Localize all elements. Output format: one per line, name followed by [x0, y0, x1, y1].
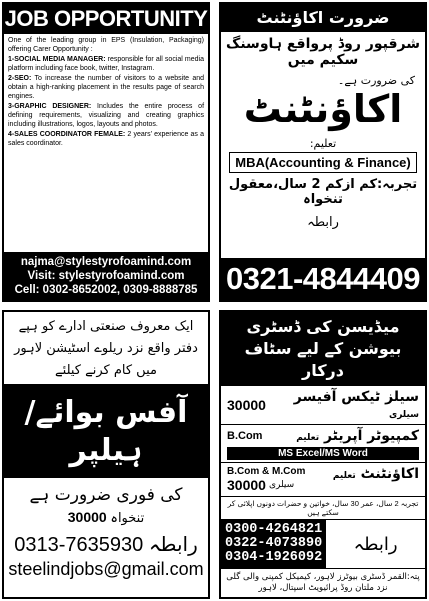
position-text: To increase the number of visitors to a website and obtain a high-ranking placement in the results page of search engines.	[8, 75, 204, 100]
position-label: 4-SALES COORDINATOR FEMALE:	[8, 131, 126, 138]
position-item	[8, 102, 204, 129]
phone-label: رابطہ	[353, 533, 398, 555]
medicine-distribution-ad	[219, 310, 427, 599]
ad-subheader: شرقپور روڈ پرواقع ہاوسنگ سکیم میں	[226, 36, 420, 68]
required-text: کی ضرورت ہے۔	[337, 74, 415, 87]
phone-number[interactable]: 0300-4264821	[225, 522, 323, 537]
position-label: 2-SEO:	[8, 75, 32, 82]
ad-intro: One of the leading group in EPS (Insulation, Packaging) offering Carer Opportunity :	[8, 37, 204, 53]
ad-header: ضرورت اکاؤنٹنٹ	[221, 4, 425, 32]
ad-title: آفس بوائے/ہیلپر	[4, 384, 208, 478]
ad-body	[4, 34, 208, 151]
job-opportunity-ad	[2, 2, 210, 302]
job-title	[296, 428, 419, 444]
website-link[interactable]: Visit: stylestyrofoamind.com	[27, 270, 185, 282]
office-boy-ad	[2, 310, 210, 599]
job-row	[221, 425, 425, 447]
cell-numbers: Cell: 0302-8652002, 0309-8888785	[14, 284, 198, 296]
position-label: 3-GRAPHIC DESIGNER:	[8, 103, 92, 110]
ad-intro: ایک معروف صنعتی ادارے کو ہپے دفتر واقع نزد ریلوے اسٹیشن لاہور میں کام کرنے کیلئے	[14, 319, 198, 378]
email-link[interactable]: steelindjobs@gmail.com	[8, 559, 204, 579]
requirements-note: تجربہ 2 سال، عمر 30 سال، خواتین و حضرات دونوں اپلائی کر سکتے ہیں	[221, 497, 425, 520]
position-text: Includes the entire process of defining requirements, visualizing and creating graphics including illustrations, logos, layouts and photos.	[8, 103, 205, 128]
job-title-text: سیلز ٹیکس آفیسر	[293, 389, 419, 405]
job-title	[266, 389, 419, 421]
education-label: تعلیم:	[309, 137, 337, 150]
email-link[interactable]: najma@stylestyrofoamind.com	[20, 256, 192, 268]
accountant-values	[227, 466, 305, 493]
phone-list	[221, 520, 326, 568]
ad-big-title: اکاؤنٹنٹ	[243, 87, 403, 131]
job-note: تعلیم	[296, 433, 320, 443]
accountant-ad	[219, 2, 427, 302]
salary-line	[227, 477, 305, 493]
phone-number[interactable]: 0304-1926092	[225, 550, 323, 565]
phone-line	[4, 528, 208, 557]
address-text: پتہ:القمر ڈسٹری بیوٹرز لاہور، کیمیکل کمپنی والی گلی نزد ملتان روڈ پرائیویٹ اسپتال، لاہور	[226, 572, 420, 593]
salary-value: 30000	[67, 509, 107, 525]
job-note: سیلری	[388, 410, 419, 420]
contact-block	[4, 252, 208, 300]
salary-label: سیلری	[268, 480, 295, 490]
position-item	[8, 130, 204, 148]
ad-title: JOB OPPORTUNITY	[4, 4, 208, 34]
job-value: 30000	[227, 397, 266, 413]
phone-label: رابطہ	[148, 532, 198, 556]
phone-block	[221, 520, 425, 569]
salary-line	[4, 507, 208, 528]
education-value: MBA(Accounting & Finance)	[229, 152, 417, 173]
ad-header: میڈیسن کی ڈسٹری بیوشن کے لیے سٹاف درکار	[221, 312, 425, 386]
job-row	[221, 386, 425, 425]
job-title-text: اکاؤنٹنٹ	[360, 466, 419, 482]
salary-label: تنخواہ	[110, 511, 145, 526]
job-note: تعلیم	[332, 471, 356, 481]
job-value: B.Com & M.Com	[227, 466, 306, 477]
job-value: B.Com	[227, 430, 263, 442]
contact-label: رابطہ	[307, 215, 339, 230]
experience-text: تجربہ:کم ازکم 2 سال،معقول تنخواہ	[228, 177, 418, 207]
position-text: responsible for all social media platform including face book, twitter, Instagram.	[8, 56, 204, 72]
phone-number[interactable]: 0322-4073890	[225, 536, 323, 551]
skills-badge: MS Excel/MS Word	[227, 447, 419, 460]
job-row	[221, 463, 425, 497]
position-item	[8, 74, 204, 101]
urgent-text: کی فوری ضرورت ہے	[29, 485, 183, 505]
phone-number[interactable]: 0321-4844409	[221, 258, 425, 300]
position-text: 2 years' experience as a sales coordinator.	[8, 131, 204, 147]
job-title	[333, 466, 419, 482]
position-label: 1-SOCIAL MEDIA MANAGER:	[8, 56, 106, 63]
phone-number[interactable]: 0313-7635930	[14, 534, 144, 556]
position-item	[8, 55, 204, 73]
salary-value: 30000	[227, 477, 266, 493]
job-title-text: کمپیوٹر آپریٹر	[323, 428, 419, 444]
